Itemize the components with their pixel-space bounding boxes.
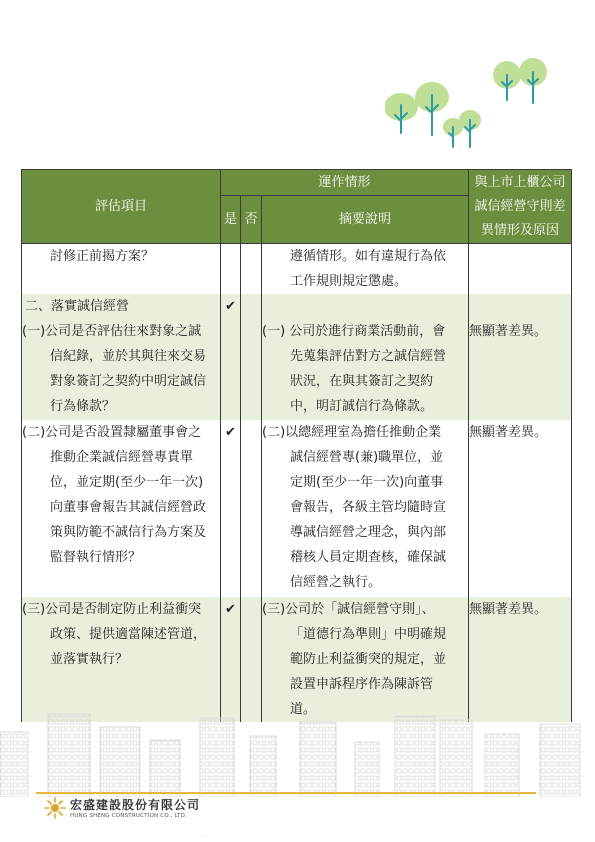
summary-line: 中，明訂誠信行為條款。 — [290, 399, 434, 414]
summary-line: 範防止利益衝突的規定，並 — [290, 652, 447, 667]
evaluation-table — [21, 169, 572, 722]
no-cell — [241, 244, 262, 295]
summary-line: 信經營之執行。 — [290, 575, 382, 590]
item-line: 信紀錄，並於其與往來交易 — [50, 349, 207, 364]
table-row — [22, 244, 572, 295]
item-line: (一)公司是否評估往來對象之誠 — [22, 324, 202, 339]
table-row — [22, 597, 572, 722]
row-summary — [262, 244, 469, 295]
table-row — [22, 420, 572, 597]
header-item: 評估項目 — [22, 170, 221, 244]
summary-line: (一) 公司於進行商業活動前，會 — [262, 324, 446, 339]
row-diff: 無顯著差異。 — [469, 420, 572, 597]
row-item — [22, 597, 221, 722]
item-line: 向董事會報告其誠信經營政 — [50, 500, 207, 515]
row-diff: 無顯著差異。 — [469, 294, 572, 420]
check-mark-icon: ✔ — [221, 420, 241, 597]
item-line: (三)公司是否制定防止利益衝突 — [22, 602, 202, 617]
table-row — [22, 294, 572, 420]
summary-line: 稽核人員定期查核，確保誠 — [290, 550, 447, 565]
item-line: 政策、提供適當陳述管道， — [50, 627, 207, 642]
header-status: 運作情形 — [221, 170, 469, 196]
row-summary — [262, 294, 469, 420]
company-logo — [44, 796, 200, 819]
item-line: 對象簽訂之契約中明定誠信 — [50, 374, 207, 389]
header-summary: 摘要說明 — [262, 196, 469, 244]
company-name-en: HUNG SHENG CONSTRUCTION CO., LTD. — [70, 813, 187, 819]
item-line: 策與防範不誠信行為方案及 — [50, 525, 207, 540]
summary-line: 導誠信經營之理念，與內部 — [290, 525, 447, 540]
section-heading: 二、落實誠信經營 — [25, 299, 130, 314]
header-yes: 是 — [221, 196, 241, 244]
tree-icon — [385, 55, 555, 160]
item-line: 監督執行情形？ — [50, 550, 142, 565]
row-diff — [469, 244, 572, 295]
summary-line: (二)以總經理室為擔任推動企業 — [262, 425, 442, 440]
page-mark: . — [202, 832, 204, 838]
item-line: (二)公司是否設置隸屬董事會之 — [22, 425, 202, 440]
row-item — [22, 420, 221, 597]
row-summary — [262, 597, 469, 722]
row-item — [22, 294, 221, 420]
no-cell — [241, 597, 262, 722]
item-line: 推動企業誠信經營專責單 — [50, 450, 194, 465]
item-line: 位，並定期(至少一年一次) — [50, 475, 204, 490]
summary-line: 遵循情形。如有違規行為依 — [290, 249, 447, 264]
summary-line: 定期(至少一年一次)向董事 — [290, 475, 444, 490]
no-cell — [241, 420, 262, 597]
summary-line: (三)公司於「誠信經營守則」、 — [262, 602, 435, 617]
header-diff: 與上市上櫃公司誠信經營守則差異情形及原因 — [469, 170, 572, 244]
row-diff: 無顯著差異。 — [469, 597, 572, 722]
yes-cell — [221, 244, 241, 295]
check-mark-icon: ✔ — [221, 294, 241, 420]
check-mark-icon: ✔ — [221, 597, 241, 722]
company-name-cn: 宏盛建設股份有限公司 — [70, 798, 201, 812]
item-line: 並落實執行？ — [50, 652, 129, 667]
item-line: 行為條款？ — [50, 399, 116, 414]
summary-line: 設置申訴程序作為陳訴管 — [290, 677, 434, 692]
company-logo-icon — [44, 797, 66, 819]
building-skyline-icon — [0, 712, 595, 797]
summary-line: 先蒐集評估對方之誠信經營 — [290, 349, 447, 364]
row-summary — [262, 420, 469, 597]
summary-line: 會報告，各級主管均隨時宣 — [290, 500, 447, 515]
summary-line: 工作規則規定懲處。 — [290, 274, 408, 289]
row-item — [22, 244, 221, 295]
summary-line: 誠信經營專(兼)職單位，並 — [290, 450, 444, 465]
header-no: 否 — [241, 196, 262, 244]
summary-line: 道。 — [290, 702, 317, 717]
item-line: 討修正前揭方案？ — [50, 249, 155, 264]
no-cell — [241, 294, 262, 420]
summary-line: 「道德行為準則」中明確規 — [290, 627, 447, 642]
summary-line: 狀況，在與其簽訂之契約 — [290, 374, 434, 389]
